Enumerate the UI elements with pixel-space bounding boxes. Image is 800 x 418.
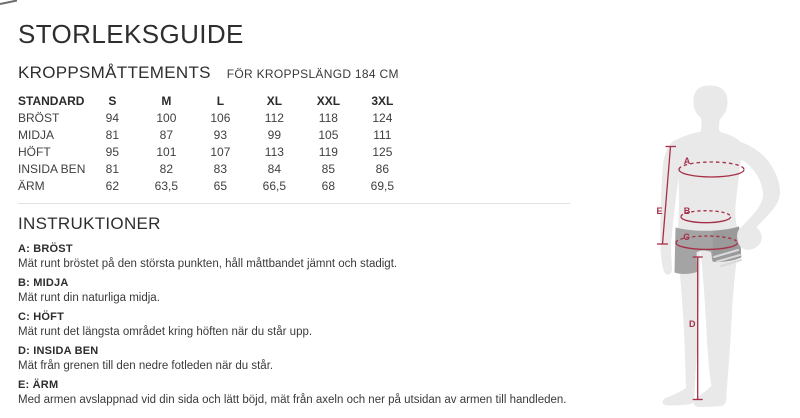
instruction-arm xyxy=(18,379,598,407)
cell-value: 107 xyxy=(210,145,231,159)
inseam-label: D xyxy=(689,319,696,329)
cell-value: 66,5 xyxy=(262,179,287,193)
column-header-standard: STANDARD xyxy=(18,94,85,108)
instruction-label: D: INSIDA BEN xyxy=(18,345,99,357)
arm-label: E xyxy=(656,206,663,216)
instruction-inseam xyxy=(18,345,598,373)
row-label: MIDJA xyxy=(18,128,54,142)
column-header-3xl: 3XL xyxy=(371,94,394,108)
instruction-text: Mät runt din naturliga midja. xyxy=(18,292,160,304)
instruction-waist xyxy=(18,277,598,305)
column-header-l: L xyxy=(216,94,225,108)
cell-value: 111 xyxy=(373,128,392,142)
cell-value: 113 xyxy=(264,145,284,159)
body-silhouette-illustration xyxy=(600,0,800,418)
cell-value: 63,5 xyxy=(154,179,179,193)
cell-value: 119 xyxy=(318,145,338,159)
cell-value: 85 xyxy=(321,162,336,176)
cell-value: 112 xyxy=(264,111,284,125)
cell-value: 86 xyxy=(375,162,390,176)
size-table xyxy=(18,93,409,195)
column-header-xxl: XXL xyxy=(316,94,341,108)
chest-label: A xyxy=(683,156,691,166)
cell-value: 81 xyxy=(105,128,120,142)
content-column xyxy=(18,0,598,413)
cell-value: 124 xyxy=(372,111,393,125)
cell-value: 101 xyxy=(156,145,177,159)
instruction-label: C: HÖFT xyxy=(18,311,65,323)
instruction-label: B: MIDJA xyxy=(18,277,69,289)
cell-value: 65 xyxy=(213,179,228,193)
cell-value: 94 xyxy=(105,111,120,125)
row-label: HÖFT xyxy=(18,145,51,159)
cell-value: 93 xyxy=(213,128,228,142)
figure-far-leg xyxy=(693,240,739,407)
column-header-s: S xyxy=(108,94,117,108)
cell-value: 125 xyxy=(372,145,393,159)
cell-value: 105 xyxy=(318,128,339,142)
instruction-chest xyxy=(18,243,598,271)
waist-label: B xyxy=(683,206,691,216)
measurements-heading-row xyxy=(18,63,598,83)
table-row-inseam xyxy=(18,161,409,178)
cell-value: 83 xyxy=(213,162,228,176)
cell-value: 69,5 xyxy=(370,179,395,193)
cell-value: 95 xyxy=(105,145,120,159)
cell-value: 118 xyxy=(318,111,338,125)
hip-label: C xyxy=(683,232,690,242)
row-label: ÄRM xyxy=(18,179,45,193)
instruction-label: A: BRÖST xyxy=(18,243,73,255)
page-title: STORLEKSGUIDE xyxy=(18,19,244,49)
table-row-arm xyxy=(18,178,409,195)
table-row-hip xyxy=(18,144,409,161)
column-header-m: M xyxy=(161,94,172,108)
row-label: INSIDA BEN xyxy=(18,162,86,176)
cell-value: 81 xyxy=(105,162,120,176)
cell-value: 87 xyxy=(159,128,174,142)
body-length-note: FÖR KROPPSLÄNGD 184 CM xyxy=(226,67,399,81)
row-label: BRÖST xyxy=(18,111,60,125)
cell-value: 68 xyxy=(321,179,336,193)
instruction-text: Med armen avslappnad vid din sida och lätt böjd, mät från axeln och ner på utsidan av armen till handleden. xyxy=(18,394,567,406)
instruction-text: Mät runt det längsta området kring höften när du står upp. xyxy=(18,326,313,338)
instruction-text: Mät runt bröstet på den största punkten, håll måttbandet jämnt och stadigt. xyxy=(18,258,398,270)
cell-value: 100 xyxy=(156,111,177,125)
cell-value: 99 xyxy=(267,128,282,142)
size-guide-figure xyxy=(600,0,800,418)
column-header-xl: XL xyxy=(266,94,283,108)
table-header-row xyxy=(18,93,409,110)
instruction-label: E: ÄRM xyxy=(18,379,59,391)
table-row-chest xyxy=(18,110,409,127)
figure-head xyxy=(694,86,728,136)
instructions-heading: INSTRUKTIONER xyxy=(18,214,161,233)
cell-value: 106 xyxy=(210,111,231,125)
measurements-heading: KROPPSMÅTTEMENTS xyxy=(18,63,211,82)
instruction-hip xyxy=(18,311,598,339)
cell-value: 84 xyxy=(267,162,282,176)
section-divider xyxy=(18,203,570,204)
instruction-text: Mät från grenen till den nedre fotleden när du står. xyxy=(18,360,274,372)
cell-value: 62 xyxy=(105,179,120,193)
cell-value: 82 xyxy=(159,162,174,176)
table-row-waist xyxy=(18,127,409,144)
figure-right-arm xyxy=(737,142,780,250)
